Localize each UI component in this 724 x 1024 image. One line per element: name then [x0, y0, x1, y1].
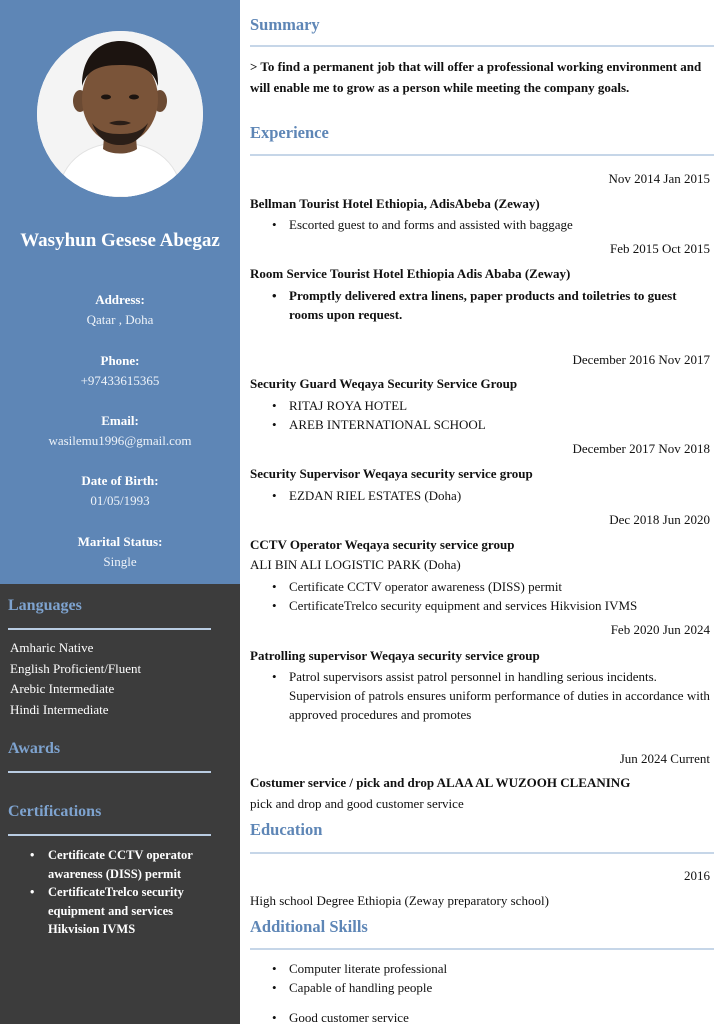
job-title: Bellman Tourist Hotel Ethiopia, AdisAbeba (Zeway)	[250, 196, 540, 211]
summary-divider	[250, 45, 714, 47]
experience-divider	[250, 154, 714, 156]
job-date: Jun 2024 Current	[619, 751, 710, 766]
certifications-list	[28, 846, 218, 939]
job-bullets	[272, 577, 637, 615]
education-divider	[250, 852, 714, 854]
job-date: December 2017 Nov 2018	[572, 441, 710, 456]
skill-item: • Computer literate professional	[272, 959, 447, 978]
job-date: Feb 2015 Oct 2015	[609, 241, 710, 256]
skills-heading: Additional Skills	[250, 917, 368, 936]
education-text: High school Degree Ethiopia (Zeway preparatory school)	[250, 893, 549, 908]
job-date: Feb 2020 Jun 2024	[610, 622, 710, 637]
skill-item: • Capable of handling people	[272, 978, 447, 997]
job-subtitle: pick and drop and good customer service	[250, 796, 464, 811]
sidebar	[0, 0, 240, 1024]
candidate-name: Wasyhun Gesese Abegaz	[20, 230, 220, 251]
job-subtitle: ALI BIN ALI LOGISTIC PARK (Doha)	[250, 557, 461, 572]
certifications-divider	[8, 834, 211, 836]
job-bullet: • Certificate CCTV operator awareness (DISS) permit	[272, 577, 637, 596]
job-bullet: • Promptly delivered extra linens, paper products and toiletries to guest rooms upon request.	[272, 286, 702, 324]
summary-heading: Summary	[250, 15, 320, 34]
job-title: CCTV Operator Weqaya security service group	[250, 537, 515, 552]
skills-divider	[250, 948, 714, 950]
languages-divider	[8, 628, 211, 630]
skill-item: • Good customer service	[272, 1008, 447, 1024]
sidebar-profile-panel	[0, 0, 240, 584]
job-bullet: • EZDAN RIEL ESTATES (Doha)	[272, 486, 461, 505]
job-bullet: • Patrol supervisors assist patrol personnel in handling serious incidents. Supervision of patrols ensures uniform performance of duties in accordance with approved procedures and promotes	[272, 667, 712, 724]
awards-heading: Awards	[8, 740, 61, 757]
job-bullet: • RITAJ ROYA HOTEL	[272, 396, 486, 415]
job-date: December 2016 Nov 2017	[572, 352, 710, 367]
dob-block	[0, 473, 240, 509]
language-item: English Proficient/Fluent	[10, 660, 142, 676]
job-bullet: • CertificateTrelco security equipment and services Hikvision IVMS	[272, 596, 637, 615]
job-bullets	[272, 286, 702, 324]
languages-list	[10, 638, 141, 720]
address-value: Qatar , Doha	[86, 312, 154, 327]
email-label: Email:	[101, 413, 139, 428]
job-title: Security Guard Weqaya Security Service Group	[250, 376, 518, 391]
awards-divider	[8, 771, 211, 773]
job-bullets	[272, 486, 461, 505]
phone-label: Phone:	[100, 353, 140, 368]
job-date: Dec 2018 Jun 2020	[609, 512, 710, 527]
marital-block	[0, 534, 240, 570]
job-bullet: • Escorted guest to and forms and assisted with baggage	[272, 215, 573, 234]
skills-list	[272, 959, 447, 1024]
profile-photo	[37, 31, 203, 197]
job-title: Room Service Tourist Hotel Ethiopia Adis Ababa (Zeway)	[250, 266, 571, 281]
phone-value: +97433615365	[80, 373, 160, 388]
dob-value: 01/05/1993	[90, 493, 150, 508]
summary-text: > To find a permanent job that will offer a professional working environment and will enable me to grow as a person while meeting the company goals.	[250, 59, 702, 95]
dob-label: Date of Birth:	[81, 473, 159, 488]
person-portrait-icon	[37, 31, 203, 197]
education-heading: Education	[250, 820, 323, 839]
experience-heading: Experience	[250, 123, 329, 142]
address-block	[0, 292, 240, 328]
certification-item: • Certificate CCTV operator awareness (DISS) permit	[28, 846, 218, 883]
job-bullet: • AREB INTERNATIONAL SCHOOL	[272, 415, 486, 434]
main-content	[250, 0, 714, 1024]
job-bullets	[272, 396, 486, 434]
job-date: Nov 2014 Jan 2015	[608, 171, 710, 186]
address-label: Address:	[95, 292, 145, 307]
education-date: 2016	[684, 868, 710, 883]
email-block	[0, 413, 240, 449]
language-item: Amharic Native	[10, 640, 94, 655]
marital-value: Single	[103, 554, 137, 569]
job-bullets	[272, 667, 712, 724]
language-item: Arebic Intermediate	[10, 681, 115, 696]
job-title: Security Supervisor Weqaya security service group	[250, 466, 533, 481]
job-title: Patrolling supervisor Weqaya security service group	[250, 648, 540, 663]
phone-block	[0, 353, 240, 389]
email-value: wasilemu1996@gmail.com	[48, 433, 192, 448]
job-title: Costumer service / pick and drop ALAA AL WUZOOH CLEANING	[250, 775, 631, 790]
languages-heading: Languages	[8, 597, 82, 614]
certifications-heading: Certifications	[8, 803, 102, 820]
marital-label: Marital Status:	[77, 534, 163, 549]
job-bullets	[272, 215, 573, 234]
certification-item: • CertificateTrelco security equipment and services Hikvision IVMS	[28, 883, 218, 939]
language-item: Hindi Intermediate	[10, 701, 109, 717]
